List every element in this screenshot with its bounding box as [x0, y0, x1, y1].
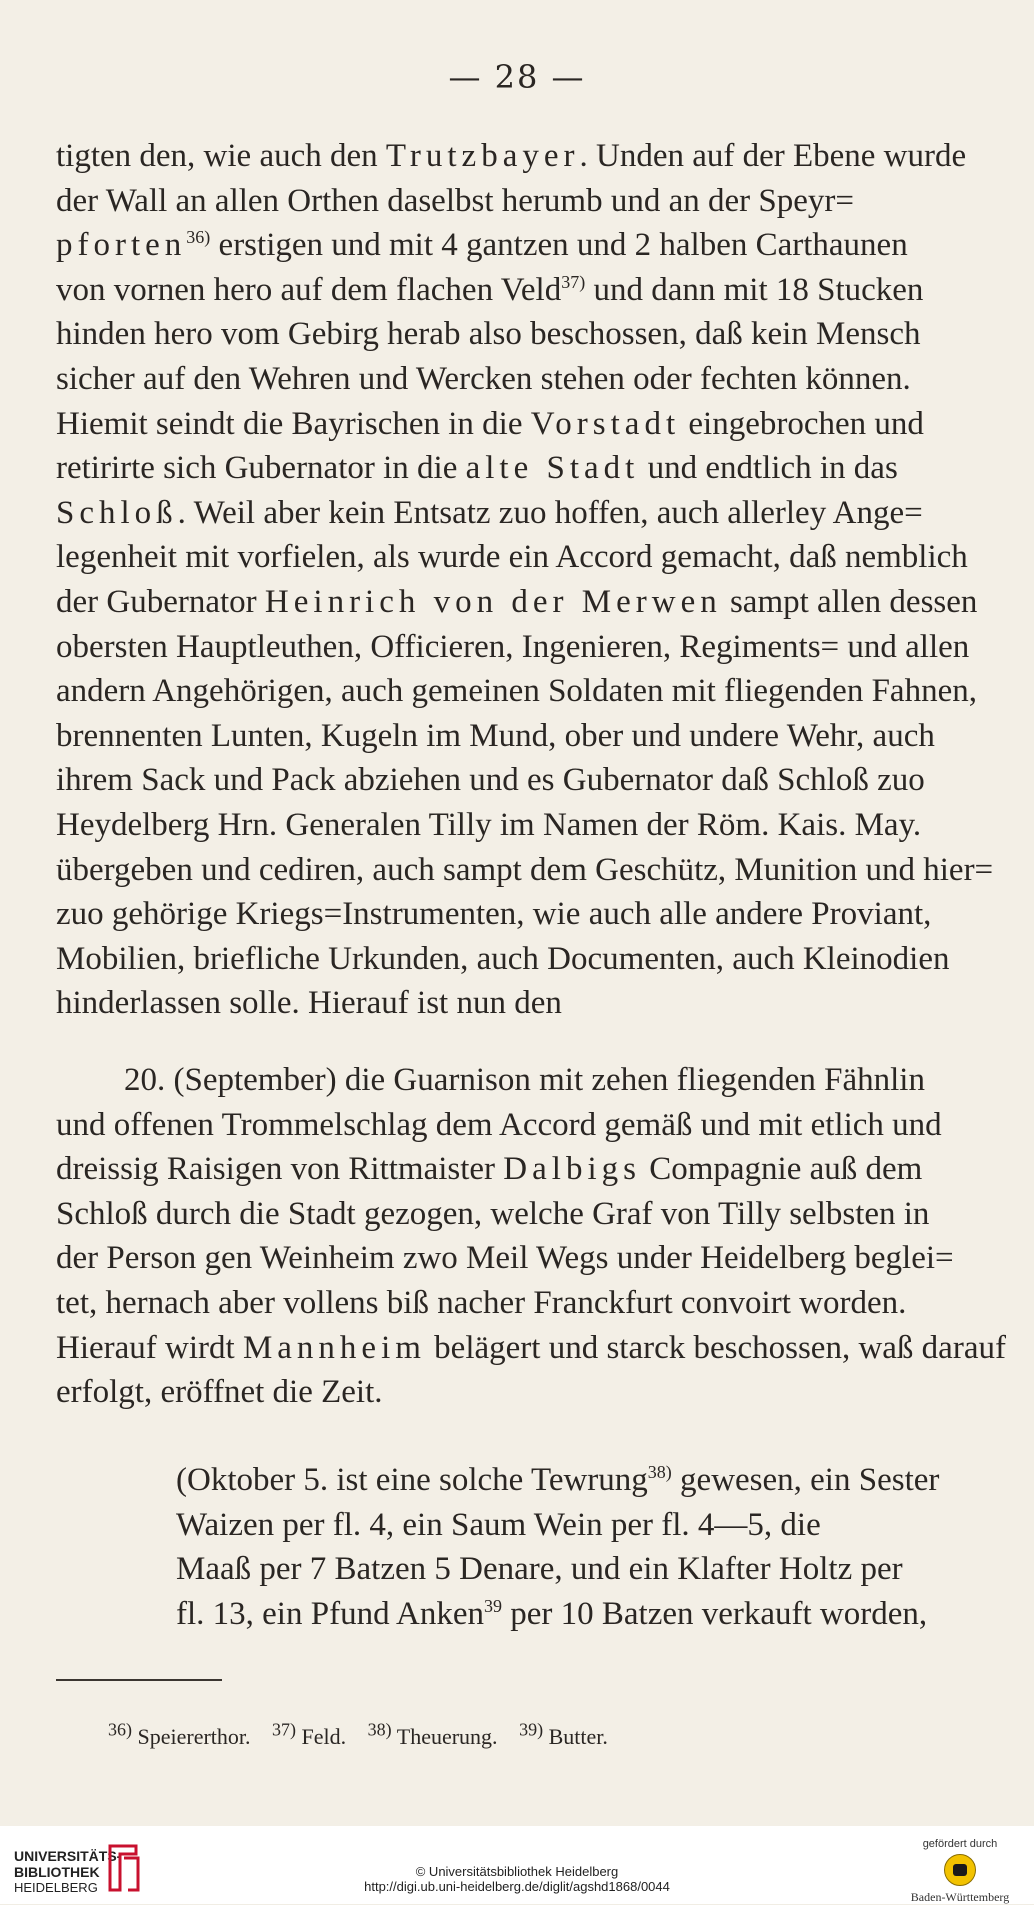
- text-line: [56, 758, 1006, 803]
- text-run: sampt allen dessen: [721, 583, 978, 620]
- text-line: [56, 1103, 1006, 1148]
- text-run: Schloß durch die Stadt gezogen, welche Graf von Tilly selbsten in: [56, 1195, 930, 1232]
- text-line: [56, 1236, 1006, 1281]
- text-run: zuo gehörige Kriegs=Instrumenten, wie auch alle andere Proviant,: [56, 896, 932, 933]
- page-number: — 28 —: [448, 58, 586, 96]
- text-run: Heinrich von der Merwen: [264, 583, 722, 620]
- text-line: [56, 134, 1006, 179]
- text-line: [176, 1592, 1006, 1637]
- text-line: [56, 223, 1006, 268]
- text-line: [56, 803, 1006, 848]
- text-run: . Unden auf der Ebene wurde: [579, 138, 967, 174]
- paragraph-3-indented: [176, 1458, 1006, 1636]
- sponsor-badge: gefördert durch Baden-Württemberg: [910, 1838, 1010, 1904]
- text-run: legenheit mit vorfielen, als wurde ein Accord gemacht, daß nemblich: [56, 539, 968, 576]
- footnote-36: $^{36)}$ Speiererthor.: [108, 1719, 251, 1749]
- footnote-ref: 36): [186, 227, 211, 248]
- text-line: [56, 981, 1006, 1026]
- text-run: der Wall an allen Orthen daselbst herumb und an der Speyr=: [56, 182, 854, 219]
- text-line: [56, 937, 1006, 982]
- text-run: Heydelberg Hrn. Generalen Tilly im Namen der Röm. Kais. May.: [56, 806, 922, 843]
- viewer-footer: [0, 1826, 1034, 1904]
- footnote-rule: [56, 1679, 222, 1681]
- text-line: [56, 714, 1006, 759]
- text-run: Maaß per 7 Batzen 5 Denare, und ein Klafter Holtz per: [176, 1551, 903, 1588]
- text-line: [56, 357, 1006, 402]
- footnote-37: $^{37)}$ Feld.: [272, 1719, 347, 1749]
- baden-wuerttemberg-crest-icon: [944, 1854, 976, 1886]
- text-run: erstigen und mit 4 gantzen und 2 halben Carthaunen: [210, 227, 908, 264]
- footnotes: [108, 1719, 624, 1750]
- text-run: (Oktober 5. ist eine solche Tewrung: [176, 1462, 648, 1498]
- text-run: sicher auf den Wehren und Wercken stehen oder fechten können.: [56, 360, 911, 397]
- text-run: andern Angehörigen, auch gemeinen Soldaten mit fliegenden Fahnen,: [56, 673, 977, 710]
- text-line: [56, 402, 1006, 447]
- text-run: und endtlich in das: [639, 450, 898, 487]
- text-line: [56, 1370, 1006, 1415]
- text-run: . Weil aber kein Entsatz zuo hoffen, auch allerley Ange=: [177, 494, 923, 531]
- text-line: [56, 268, 1006, 313]
- text-run: per 10 Batzen verkauft worden,: [501, 1595, 928, 1632]
- text-run: fl. 13, ein Pfund Anken: [176, 1595, 484, 1632]
- text-run: tigten den, wie auch den: [56, 138, 386, 174]
- text-line: [56, 312, 1006, 357]
- footnote-38: $^{38)}$ Theuerung.: [367, 1719, 498, 1749]
- text-run: von vornen hero auf dem flachen Veld: [56, 271, 562, 308]
- text-run: Hierauf wirdt: [56, 1329, 243, 1366]
- text-run: übergeben und cediren, auch sampt dem Geschütz, Munition und hier=: [56, 851, 994, 888]
- text-run: belägert und starck beschossen, waß darauf: [425, 1329, 1006, 1366]
- footnote-ref: 38): [647, 1462, 672, 1482]
- university-library-logo[interactable]: UNIVERSITÄTS- BIBLIOTHEK HEIDELBERG: [14, 1848, 122, 1895]
- text-line: [56, 580, 1006, 625]
- text-line: [176, 1503, 1006, 1548]
- text-run: der Person gen Weinheim zwo Meil Wegs under Heidelberg beglei=: [56, 1240, 954, 1277]
- text-run: erfolgt, eröffnet die Zeit.: [56, 1374, 383, 1411]
- text-line: [56, 1058, 1006, 1103]
- text-run: Trutzbayer: [385, 138, 580, 174]
- text-run: hinderlassen solle. Hierauf ist nun den: [56, 985, 562, 1022]
- text-run: pforten: [56, 227, 187, 264]
- text-run: ihrem Sack und Pack abziehen und es Gubernator daß Schloß zuo: [56, 762, 925, 799]
- text-line: [56, 669, 1006, 714]
- footnote-ref: 37): [561, 271, 586, 292]
- footnote-ref: 39: [483, 1595, 502, 1616]
- permalink[interactable]: http://digi.ub.uni-heidelberg.de/diglit/agshd1868/0044: [364, 1879, 670, 1894]
- text-line: [56, 848, 1006, 893]
- paragraph-1: [56, 134, 1006, 1026]
- text-line: [56, 1147, 1006, 1192]
- text-run: Hiemit seindt die Bayrischen in die: [56, 405, 531, 442]
- text-run: und dann mit 18 Stucken: [585, 271, 924, 308]
- text-line: [56, 1192, 1006, 1237]
- text-run: Mannheim: [242, 1329, 426, 1366]
- text-line: [56, 446, 1006, 491]
- text-line: [56, 179, 1006, 224]
- text-run: Vorstadt: [530, 405, 681, 442]
- text-run: Compagnie auß dem: [640, 1151, 923, 1188]
- text-run: Dalbigs: [503, 1151, 641, 1188]
- text-run: und offenen Trommelschlag dem Accord gemäß und mit etlich und: [56, 1106, 942, 1143]
- text-run: Waizen per fl. 4, ein Saum Wein per fl. 4—5, die: [176, 1506, 821, 1543]
- text-run: gewesen, ein Sester: [671, 1462, 940, 1498]
- text-line: [176, 1547, 1006, 1592]
- text-run: brennenten Lunten, Kugeln im Mund, ober und undere Wehr, auch: [56, 717, 935, 754]
- text-line: [56, 491, 1006, 536]
- text-line: [56, 535, 1006, 580]
- text-run: alte Stadt: [465, 450, 640, 487]
- paragraph-2: [56, 1058, 1006, 1415]
- text-line: [56, 1326, 1006, 1371]
- copyright-notice: © Universitätsbibliothek Heidelberg http://digi.ub.uni-heidelberg.de/diglit/agshd1868/0044: [0, 1864, 1034, 1894]
- text-run: dreissig Raisigen von Rittmaister: [56, 1151, 504, 1188]
- text-run: obersten Hauptleuthen, Officieren, Ingenieren, Regiments= und allen: [56, 628, 970, 665]
- text-run: tet, hernach aber vollens biß nacher Franckfurt convoirt worden.: [56, 1284, 907, 1321]
- text-run: der Gubernator: [56, 583, 265, 620]
- text-run: Mobilien, briefliche Urkunden, auch Documenten, auch Kleinodien: [56, 940, 950, 977]
- text-run: 20. (September) die Guarnison mit zehen fliegenden Fähnlin: [124, 1062, 925, 1098]
- text-run: retirirte sich Gubernator in die: [56, 450, 466, 487]
- text-line: [56, 625, 1006, 670]
- text-line: [56, 892, 1006, 937]
- text-line: [176, 1458, 1006, 1503]
- text-line: [56, 1281, 1006, 1326]
- text-run: eingebrochen und: [680, 405, 924, 442]
- text-run: hinden hero vom Gebirg herab also beschossen, daß kein Mensch: [56, 316, 921, 353]
- text-run: Schloß: [56, 494, 178, 531]
- footnote-39: $^{39)}$ Butter.: [519, 1719, 608, 1749]
